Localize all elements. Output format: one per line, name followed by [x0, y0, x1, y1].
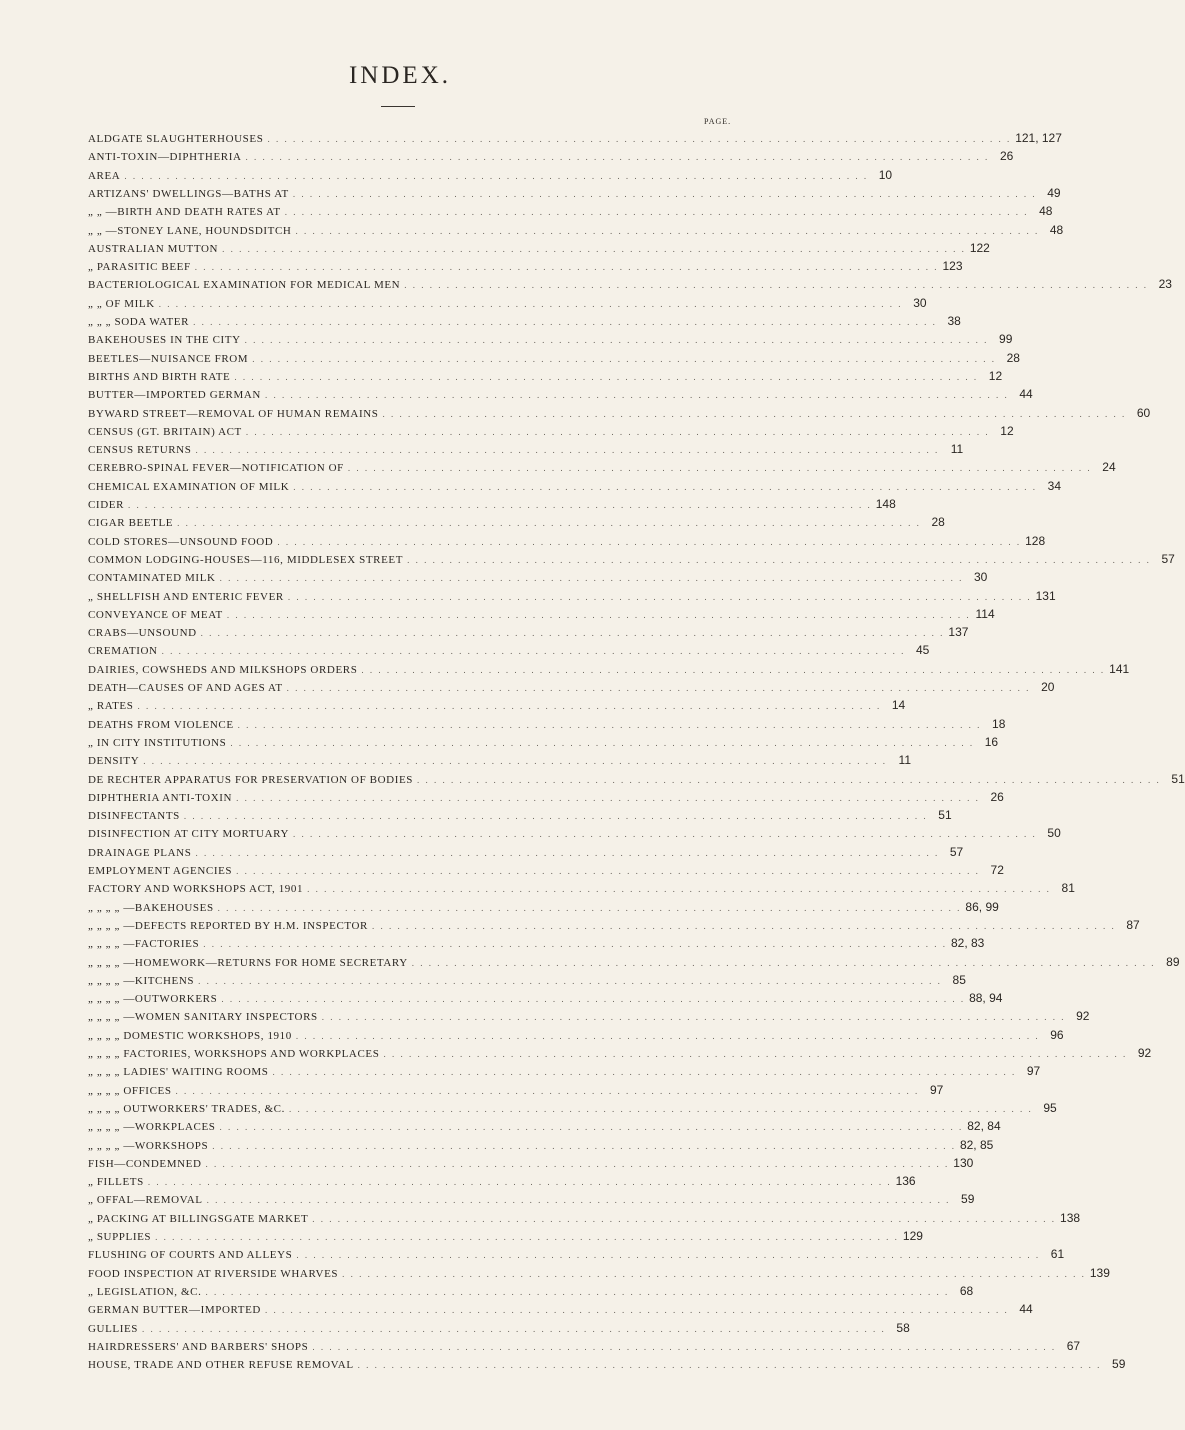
dot-leader: . . . . . . . . . . . . . . . . . . . . . . . . . . . . . . . . . . . . . . . . . . . . . . . . . . . . . . . . . . . . . . . . . . . . . . . . . . . . . . . . . . . . . . . . [361, 664, 1106, 675]
entry-page-number: 137 [948, 625, 969, 640]
entry-label: DENSITY [88, 755, 140, 768]
index-entry [88, 1320, 910, 1337]
entry-page-number: 26 [999, 149, 1014, 164]
index-entry [88, 624, 969, 641]
entry-label: HAIRDRESSERS' AND BARBERS' SHOPS [88, 1340, 309, 1353]
entry-page-number: 138 [1060, 1210, 1081, 1225]
entry-label: „ „ „ „ —KITCHENS [88, 974, 195, 987]
dot-leader: . . . . . . . . . . . . . . . . . . . . . . . . . . . . . . . . . . . . . . . . . . . . . . . . . . . . . . . . . . . . . . . . . . . . . . . . . . . . . . . . . . . . . . . . [293, 481, 1037, 492]
entry-label: „ „ „ „ OUTWORKERS' TRADES, &C. [88, 1102, 285, 1115]
entry-label: CIDER [88, 499, 124, 511]
index-entry [88, 1155, 974, 1172]
entry-page-number: 58 [896, 1320, 910, 1335]
entry-label: „ „ „ „ —OUTWORKERS [88, 993, 218, 1006]
index-entry [88, 917, 1140, 934]
entry-label: „ „ „ „ DOMESTIC WORKSHOPS, 1910 [88, 1029, 292, 1042]
entry-label: „ „ „ „ —WOMEN SANITARY INSPECTORS [88, 1011, 318, 1024]
entry-page-number: 23 [1158, 277, 1172, 292]
dot-leader: . . . . . . . . . . . . . . . . . . . . . . . . . . . . . . . . . . . . . . . . . . . . . . . . . . . . . . . . . . . . . . . . . . . . . . . . . . . . . . . . . . . . . . . . [206, 1195, 951, 1206]
entry-page-number: 82, 84 [967, 1119, 1001, 1134]
entry-page-number: 87 [1126, 917, 1140, 932]
entry-label: „ „ —STONEY LANE, HOUNDSDITCH [88, 224, 292, 237]
dot-leader: . . . . . . . . . . . . . . . . . . . . . . . . . . . . . . . . . . . . . . . . . . . . . . . . . . . . . . . . . . . . . . . . . . . . . . . . . . . . . . . . . . . . . . . . [264, 390, 1009, 401]
index-entry [88, 1100, 1057, 1117]
index-entry [88, 1082, 944, 1099]
index-entry [88, 789, 1004, 806]
dot-leader: . . . . . . . . . . . . . . . . . . . . . . . . . . . . . . . . . . . . . . . . . . . . . . . . . . . . . . . . . . . . . . . . . . . . . . . . . . . . . . . . . . . . . . . . [357, 1360, 1102, 1371]
index-entry [88, 167, 893, 184]
index-entry [88, 1027, 1064, 1044]
entry-label: „ FILLETS [88, 1176, 144, 1189]
entry-page-number: 95 [1043, 1100, 1057, 1115]
entry-label: „ „ „ „ —DEFECTS REPORTED BY H.M. INSPECTOR [88, 919, 368, 932]
entry-label: CONTAMINATED MILK [88, 572, 216, 585]
entry-page-number: 51 [1171, 771, 1185, 786]
dot-leader: . . . . . . . . . . . . . . . . . . . . . . . . . . . . . . . . . . . . . . . . . . . . . . . . . . . . . . . . . . . . . . . . . . . . . . . . . . . . . . . . . . . . . . . . [342, 1268, 1086, 1279]
entry-page-number: 26 [990, 789, 1004, 804]
entry-label: „ „ „ SODA WATER [88, 316, 190, 328]
dot-leader: . . . . . . . . . . . . . . . . . . . . . . . . . . . . . . . . . . . . . . . . . . . . . . . . . . . . . . . . . . . . . . . . . . . . . . . . . . . . . . . . . . . . . . . . [124, 170, 869, 181]
entry-page-number: 148 [875, 497, 896, 511]
entry-label: AUSTRALIAN MUTTON [88, 242, 219, 255]
index-entry [88, 478, 1061, 495]
entry-page-number: 30 [913, 295, 927, 310]
dot-leader: . . . . . . . . . . . . . . . . . . . . . . . . . . . . . . . . . . . . . . . . . . . . . . . . . . . . . . . . . . . . . . . . . . . . . . . . . . . . . . . . . . . . . . . . [236, 866, 980, 876]
dot-leader: . . . . . . . . . . . . . . . . . . . . . . . . . . . . . . . . . . . . . . . . . . . . . . . . . . . . . . . . . . . . . . . . . . . . . . . . . . . . . . . . . . . . . . . . [217, 902, 962, 913]
entry-label: „ „ „ „ —WORKPLACES [88, 1121, 216, 1134]
entry-label: „ PACKING AT BILLINGSGATE MARKET [88, 1212, 309, 1225]
dot-leader: . . . . . . . . . . . . . . . . . . . . . . . . . . . . . . . . . . . . . . . . . . . . . . . . . . . . . . . . . . . . . . . . . . . . . . . . . . . . . . . . . . . . . . . . [383, 1049, 1128, 1059]
entry-label: COLD STORES—UNSOUND FOOD [88, 535, 274, 548]
dot-leader: . . . . . . . . . . . . . . . . . . . . . . . . . . . . . . . . . . . . . . . . . . . . . . . . . . . . . . . . . . . . . . . . . . . . . . . . . . . . . . . . . . . . . . . . [158, 298, 903, 309]
index-entry [88, 203, 1053, 220]
dot-leader: . . . . . . . . . . . . . . . . . . . . . . . . . . . . . . . . . . . . . . . . . . . . . . . . . . . . . . . . . . . . . . . . . . . . . . . . . . . . . . . . . . . . . . . . [312, 1341, 1057, 1352]
entry-label: HOUSE, TRADE AND OTHER REFUSE REMOVAL [88, 1359, 354, 1372]
entry-label: DRAINAGE PLANS [88, 846, 192, 859]
entry-page-number: 82, 85 [959, 1137, 994, 1152]
index-entry [88, 899, 999, 916]
entry-page-number: 48 [1039, 204, 1053, 219]
entry-label: „ „ „ „ —BAKEHOUSES [88, 901, 214, 914]
index-entry [88, 368, 1003, 385]
dot-leader: . . . . . . . . . . . . . . . . . . . . . . . . . . . . . . . . . . . . . . . . . . . . . . . . . . . . . . . . . . . . . . . . . . . . . . . . . . . . . . . . . . . . . . . . [407, 554, 1151, 565]
index-entry [88, 350, 1020, 367]
entry-label: „ SUPPLIES [88, 1231, 152, 1243]
dot-leader: . . . . . . . . . . . . . . . . . . . . . . . . . . . . . . . . . . . . . . . . . . . . . . . . . . . . . . . . . . . . . . . . . . . . . . . . . . . . . . . . . . . . . . . . [293, 829, 1037, 840]
entry-page-number: 136 [895, 1174, 916, 1189]
entry-label: „ OFFAL—REMOVAL [88, 1194, 203, 1207]
entry-page-number: 51 [938, 808, 952, 823]
title-rule [381, 106, 415, 107]
entry-page-number: 49 [1047, 185, 1061, 200]
index-entry [88, 825, 1061, 842]
index-entry [88, 1045, 1152, 1062]
dot-leader: . . . . . . . . . . . . . . . . . . . . . . . . . . . . . . . . . . . . . . . . . . . . . . . . . . . . . . . . . . . . . . . . . . . . . . . . . . . . . . . . . . . . . . . . [264, 1305, 1009, 1316]
dot-leader: . . . . . . . . . . . . . . . . . . . . . . . . . . . . . . . . . . . . . . . . . . . . . . . . . . . . . . . . . . . . . . . . . . . . . . . . . . . . . . . . . . . . . . . . [177, 518, 921, 529]
entry-label: DAIRIES, COWSHEDS AND MILKSHOPS ORDERS [88, 663, 358, 676]
entry-label: ARTIZANS' DWELLINGS—BATHS AT [88, 187, 289, 200]
entry-page-number: 14 [891, 698, 906, 713]
entry-page-number: 72 [990, 863, 1004, 877]
index-entry [88, 1191, 975, 1208]
entry-page-number: 81 [1061, 881, 1075, 896]
entry-label: „ „ —BIRTH AND DEATH RATES AT [88, 206, 281, 219]
dot-leader: . . . . . . . . . . . . . . . . . . . . . . . . . . . . . . . . . . . . . . . . . . . . . . . . . . . . . . . . . . . . . . . . . . . . . . . . . . . . . . . . . . . . . . . . [155, 1232, 899, 1242]
dot-leader: . . . . . . . . . . . . . . . . . . . . . . . . . . . . . . . . . . . . . . . . . . . . . . . . . . . . . . . . . . . . . . . . . . . . . . . . . . . . . . . . . . . . . . . . [183, 811, 928, 822]
index-entry [88, 1008, 1090, 1025]
index-entry [88, 862, 1004, 879]
index-entry [88, 1283, 974, 1300]
entry-label: DE RECHTER APPARATUS FOR PRESERVATION OF BODIES [88, 773, 413, 786]
dot-leader: . . . . . . . . . . . . . . . . . . . . . . . . . . . . . . . . . . . . . . . . . . . . . . . . . . . . . . . . . . . . . . . . . . . . . . . . . . . . . . . . . . . . . . . . [404, 280, 1148, 291]
entry-page-number: 20 [1041, 680, 1055, 694]
entry-page-number: 88, 94 [969, 991, 1003, 1006]
dot-leader: . . . . . . . . . . . . . . . . . . . . . . . . . . . . . . . . . . . . . . . . . . . . . . . . . . . . . . . . . . . . . . . . . . . . . . . . . . . . . . . . . . . . . . . . [200, 628, 945, 639]
entry-page-number: 85 [952, 972, 966, 987]
entry-label: ALDGATE SLAUGHTERHOUSES [88, 133, 264, 145]
dot-leader: . . . . . . . . . . . . . . . . . . . . . . . . . . . . . . . . . . . . . . . . . . . . . . . . . . . . . . . . . . . . . . . . . . . . . . . . . . . . . . . . . . . . . . . . [128, 500, 872, 510]
index-entry [88, 496, 896, 513]
dot-leader: . . . . . . . . . . . . . . . . . . . . . . . . . . . . . . . . . . . . . . . . . . . . . . . . . . . . . . . . . . . . . . . . . . . . . . . . . . . . . . . . . . . . . . . . [234, 371, 979, 382]
entry-page-number: 28 [931, 515, 945, 530]
entry-page-number: 44 [1019, 387, 1033, 402]
dot-leader: . . . . . . . . . . . . . . . . . . . . . . . . . . . . . . . . . . . . . . . . . . . . . . . . . . . . . . . . . . . . . . . . . . . . . . . . . . . . . . . . . . . . . . . . [222, 243, 966, 254]
dot-leader: . . . . . . . . . . . . . . . . . . . . . . . . . . . . . . . . . . . . . . . . . . . . . . . . . . . . . . . . . . . . . . . . . . . . . . . . . . . . . . . . . . . . . . . . [237, 719, 982, 730]
dot-leader: . . . . . . . . . . . . . . . . . . . . . . . . . . . . . . . . . . . . . . . . . . . . . . . . . . . . . . . . . . . . . . . . . . . . . . . . . . . . . . . . . . . . . . . . [252, 353, 996, 364]
entry-label: „ „ OF MILK [88, 297, 155, 310]
entry-page-number: 11 [898, 753, 912, 768]
entry-page-number: 24 [1102, 460, 1116, 475]
index-entry [88, 258, 963, 275]
entry-label: FOOD INSPECTION AT RIVERSIDE WHARVES [88, 1267, 339, 1280]
index-entry [88, 313, 961, 330]
index-entry [88, 514, 945, 531]
index-entry [88, 1301, 1033, 1318]
index-entry [88, 1246, 1065, 1263]
dot-leader: . . . . . . . . . . . . . . . . . . . . . . . . . . . . . . . . . . . . . . . . . . . . . . . . . . . . . . . . . . . . . . . . . . . . . . . . . . . . . . . . . . . . . . . . [198, 975, 942, 986]
entry-label: AREA [88, 169, 121, 182]
dot-leader: . . . . . . . . . . . . . . . . . . . . . . . . . . . . . . . . . . . . . . . . . . . . . . . . . . . . . . . . . . . . . . . . . . . . . . . . . . . . . . . . . . . . . . . . [212, 1140, 956, 1151]
dot-leader: . . . . . . . . . . . . . . . . . . . . . . . . . . . . . . . . . . . . . . . . . . . . . . . . . . . . . . . . . . . . . . . . . . . . . . . . . . . . . . . . . . . . . . . . [296, 1250, 1041, 1261]
index-entry [88, 606, 995, 623]
entry-page-number: 122 [969, 240, 990, 255]
entry-label: CENSUS (GT. BRITAIN) ACT [88, 425, 242, 438]
index-entry [88, 459, 1116, 476]
entry-page-number: 61 [1050, 1247, 1065, 1262]
entry-page-number: 57 [1161, 551, 1175, 566]
dot-leader: . . . . . . . . . . . . . . . . . . . . . . . . . . . . . . . . . . . . . . . . . . . . . . . . . . . . . . . . . . . . . . . . . . . . . . . . . . . . . . . . . . . . . . . . [205, 1158, 950, 1169]
entry-page-number: 12 [1000, 423, 1014, 438]
dot-leader: . . . . . . . . . . . . . . . . . . . . . . . . . . . . . . . . . . . . . . . . . . . . . . . . . . . . . . . . . . . . . . . . . . . . . . . . . . . . . . . . . . . . . . . . [245, 426, 990, 437]
entry-page-number: 89 [1166, 954, 1180, 969]
entry-page-number: 96 [1050, 1027, 1064, 1042]
dot-leader: . . . . . . . . . . . . . . . . . . . . . . . . . . . . . . . . . . . . . . . . . . . . . . . . . . . . . . . . . . . . . . . . . . . . . . . . . . . . . . . . . . . . . . . . [371, 920, 1116, 931]
page-column-header: PAGE. [704, 117, 732, 126]
index-entry [88, 990, 1003, 1007]
index-entry [88, 1118, 1001, 1135]
dot-leader: . . . . . . . . . . . . . . . . . . . . . . . . . . . . . . . . . . . . . . . . . . . . . . . . . . . . . . . . . . . . . . . . . . . . . . . . . . . . . . . . . . . . . . . . [286, 683, 1031, 693]
entry-page-number: 30 [973, 570, 988, 585]
index-entry [88, 880, 1075, 897]
dot-leader: . . . . . . . . . . . . . . . . . . . . . . . . . . . . . . . . . . . . . . . . . . . . . . . . . . . . . . . . . . . . . . . . . . . . . . . . . . . . . . . . . . . . . . . . [221, 994, 966, 1005]
entry-label: FLUSHING OF COURTS AND ALLEYS [88, 1249, 293, 1262]
dot-leader: . . . . . . . . . . . . . . . . . . . . . . . . . . . . . . . . . . . . . . . . . . . . . . . . . . . . . . . . . . . . . . . . . . . . . . . . . . . . . . . . . . . . . . . . [175, 1085, 920, 1096]
dot-leader: . . . . . . . . . . . . . . . . . . . . . . . . . . . . . . . . . . . . . . . . . . . . . . . . . . . . . . . . . . . . . . . . . . . . . . . . . . . . . . . . . . . . . . . . [195, 445, 940, 456]
entry-label: „ IN CITY INSTITUTIONS [88, 736, 227, 749]
index-entry [88, 734, 999, 751]
dot-leader: . . . . . . . . . . . . . . . . . . . . . . . . . . . . . . . . . . . . . . . . . . . . . . . . . . . . . . . . . . . . . . . . . . . . . . . . . . . . . . . . . . . . . . . . [203, 939, 947, 950]
dot-leader: . . . . . . . . . . . . . . . . . . . . . . . . . . . . . . . . . . . . . . . . . . . . . . . . . . . . . . . . . . . . . . . . . . . . . . . . . . . . . . . . . . . . . . . . [277, 536, 1022, 547]
index-entry [88, 295, 927, 312]
entry-page-number: 97 [929, 1082, 944, 1097]
entry-label: DISINFECTION AT CITY MORTUARY [88, 828, 289, 841]
dot-leader: . . . . . . . . . . . . . . . . . . . . . . . . . . . . . . . . . . . . . . . . . . . . . . . . . . . . . . . . . . . . . . . . . . . . . . . . . . . . . . . . . . . . . . . . [411, 957, 1156, 968]
dot-leader: . . . . . . . . . . . . . . . . . . . . . . . . . . . . . . . . . . . . . . . . . . . . . . . . . . . . . . . . . . . . . . . . . . . . . . . . . . . . . . . . . . . . . . . . [147, 1177, 892, 1188]
entry-page-number: 12 [988, 368, 1003, 383]
index-entry [88, 1338, 1081, 1355]
index-entry [88, 148, 1014, 165]
entry-page-number: 60 [1136, 405, 1151, 420]
entry-page-number: 50 [1047, 826, 1061, 841]
index-entry [88, 844, 964, 861]
index-entry [88, 441, 964, 458]
index-entry [88, 771, 1185, 788]
entry-label: CRABS—UNSOUND [88, 627, 197, 640]
entry-page-number: 44 [1019, 1302, 1033, 1317]
entry-label: EMPLOYMENT AGENCIES [88, 865, 233, 877]
index-entry [88, 1173, 916, 1190]
dot-leader: . . . . . . . . . . . . . . . . . . . . . . . . . . . . . . . . . . . . . . . . . . . . . . . . . . . . . . . . . . . . . . . . . . . . . . . . . . . . . . . . . . . . . . . . [295, 1030, 1040, 1041]
entry-page-number: 92 [1137, 1046, 1152, 1060]
entry-label: DIPHTHERIA ANTI-TOXIN [88, 791, 233, 804]
entry-label: COMMON LODGING-HOUSES—116, MIDDLESEX STREET [88, 553, 404, 566]
index-entry [88, 1137, 994, 1154]
page-title: INDEX. [348, 62, 451, 89]
dot-leader: . . . . . . . . . . . . . . . . . . . . . . . . . . . . . . . . . . . . . . . . . . . . . . . . . . . . . . . . . . . . . . . . . . . . . . . . . . . . . . . . . . . . . . . . [236, 792, 980, 803]
index-entry [88, 331, 1013, 348]
entry-label: BYWARD STREET—REMOVAL OF HUMAN REMAINS [88, 407, 379, 420]
index-entry [88, 752, 912, 769]
entry-label: BACTERIOLOGICAL EXAMINATION FOR MEDICAL MEN [88, 279, 401, 292]
entry-label: „ SHELLFISH AND ENTERIC FEVER [88, 590, 284, 603]
index-entry [88, 569, 988, 586]
entry-label: ANTI-TOXIN—DIPHTHERIA [88, 151, 242, 164]
index-entry [88, 1063, 1041, 1080]
entry-page-number: 97 [1026, 1064, 1041, 1079]
dot-leader: . . . . . . . . . . . . . . . . . . . . . . . . . . . . . . . . . . . . . . . . . . . . . . . . . . . . . . . . . . . . . . . . . . . . . . . . . . . . . . . . . . . . . . . . [143, 756, 888, 767]
entry-label: GERMAN BUTTER—IMPORTED [88, 1304, 261, 1317]
entry-page-number: 131 [1035, 588, 1056, 603]
entry-label: DEATHS FROM VIOLENCE [88, 718, 234, 731]
entry-label: BAKEHOUSES IN THE CITY [88, 334, 241, 347]
entry-label: „ „ „ „ —HOMEWORK—RETURNS FOR HOME SECRETARY [88, 956, 408, 969]
dot-leader: . . . . . . . . . . . . . . . . . . . . . . . . . . . . . . . . . . . . . . . . . . . . . . . . . . . . . . . . . . . . . . . . . . . . . . . . . . . . . . . . . . . . . . . . [347, 463, 1092, 474]
index-entry [88, 642, 930, 659]
entry-label: BUTTER—IMPORTED GERMAN [88, 389, 261, 402]
index-entry [88, 405, 1151, 422]
index-entry [88, 972, 966, 989]
index-entry [88, 533, 1046, 550]
entry-page-number: 38 [947, 314, 961, 328]
entry-page-number: 28 [1006, 350, 1020, 365]
entry-label: BIRTHS AND BIRTH RATE [88, 370, 231, 383]
entry-page-number: 128 [1025, 533, 1046, 548]
index-entry [88, 954, 1180, 971]
index-entry [88, 1356, 1126, 1373]
entry-page-number: 68 [959, 1283, 974, 1298]
dot-leader: . . . . . . . . . . . . . . . . . . . . . . . . . . . . . . . . . . . . . . . . . . . . . . . . . . . . . . . . . . . . . . . . . . . . . . . . . . . . . . . . . . . . . . . . [226, 609, 971, 620]
index-entry [88, 588, 1056, 605]
index-entry [88, 185, 1061, 202]
dot-leader: . . . . . . . . . . . . . . . . . . . . . . . . . . . . . . . . . . . . . . . . . . . . . . . . . . . . . . . . . . . . . . . . . . . . . . . . . . . . . . . . . . . . . . . . [194, 262, 939, 273]
dot-leader: . . . . . . . . . . . . . . . . . . . . . . . . . . . . . . . . . . . . . . . . . . . . . . . . . . . . . . . . . . . . . . . . . . . . . . . . . . . . . . . . . . . . . . . . [267, 134, 1012, 144]
entry-page-number: 10 [878, 167, 893, 182]
index-entry [88, 661, 1130, 678]
dot-leader: . . . . . . . . . . . . . . . . . . . . . . . . . . . . . . . . . . . . . . . . . . . . . . . . . . . . . . . . . . . . . . . . . . . . . . . . . . . . . . . . . . . . . . . . [307, 884, 1051, 895]
entry-page-number: 139 [1089, 1265, 1110, 1280]
dot-leader: . . . . . . . . . . . . . . . . . . . . . . . . . . . . . . . . . . . . . . . . . . . . . . . . . . . . . . . . . . . . . . . . . . . . . . . . . . . . . . . . . . . . . . . . [284, 207, 1029, 218]
entry-page-number: 48 [1049, 222, 1064, 237]
dot-leader: . . . . . . . . . . . . . . . . . . . . . . . . . . . . . . . . . . . . . . . . . . . . . . . . . . . . . . . . . . . . . . . . . . . . . . . . . . . . . . . . . . . . . . . . [287, 591, 1032, 602]
index-entry [88, 386, 1033, 403]
dot-leader: . . . . . . . . . . . . . . . . . . . . . . . . . . . . . . . . . . . . . . . . . . . . . . . . . . . . . . . . . . . . . . . . . . . . . . . . . . . . . . . . . . . . . . . . [295, 225, 1040, 236]
dot-leader: . . . . . . . . . . . . . . . . . . . . . . . . . . . . . . . . . . . . . . . . . . . . . . . . . . . . . . . . . . . . . . . . . . . . . . . . . . . . . . . . . . . . . . . . [417, 774, 1161, 785]
dot-leader: . . . . . . . . . . . . . . . . . . . . . . . . . . . . . . . . . . . . . . . . . . . . . . . . . . . . . . . . . . . . . . . . . . . . . . . . . . . . . . . . . . . . . . . . [382, 408, 1127, 419]
entry-page-number: 114 [975, 606, 995, 621]
dot-leader: . . . . . . . . . . . . . . . . . . . . . . . . . . . . . . . . . . . . . . . . . . . . . . . . . . . . . . . . . . . . . . . . . . . . . . . . . . . . . . . . . . . . . . . . [195, 847, 940, 858]
entry-page-number: 86, 99 [965, 899, 999, 914]
index-entry [88, 130, 1062, 147]
entry-label: „ PARASITIC BEEF [88, 261, 191, 274]
entry-page-number: 67 [1066, 1338, 1081, 1353]
dot-leader: . . . . . . . . . . . . . . . . . . . . . . . . . . . . . . . . . . . . . . . . . . . . . . . . . . . . . . . . . . . . . . . . . . . . . . . . . . . . . . . . . . . . . . . . [230, 737, 975, 748]
entry-label: „ „ „ „ OFFICES [88, 1084, 172, 1097]
dot-leader: . . . . . . . . . . . . . . . . . . . . . . . . . . . . . . . . . . . . . . . . . . . . . . . . . . . . . . . . . . . . . . . . . . . . . . . . . . . . . . . . . . . . . . . . [244, 335, 989, 346]
entry-label: CIGAR BEETLE [88, 517, 174, 530]
entry-page-number: 99 [999, 332, 1013, 347]
dot-leader: . . . . . . . . . . . . . . . . . . . . . . . . . . . . . . . . . . . . . . . . . . . . . . . . . . . . . . . . . . . . . . . . . . . . . . . . . . . . . . . . . . . . . . . . [292, 188, 1037, 199]
index-entry [88, 716, 1006, 733]
entry-page-number: 82, 83 [950, 936, 985, 951]
index-entry [88, 935, 985, 952]
entry-label: BEETLES—NUISANCE FROM [88, 352, 249, 365]
entry-label: „ RATES [88, 700, 134, 713]
entry-label: „ „ „ „ LADIES' WAITING ROOMS [88, 1066, 269, 1079]
dot-leader: . . . . . . . . . . . . . . . . . . . . . . . . . . . . . . . . . . . . . . . . . . . . . . . . . . . . . . . . . . . . . . . . . . . . . . . . . . . . . . . . . . . . . . . . [312, 1213, 1057, 1224]
entry-page-number: 123 [942, 259, 963, 274]
dot-leader: . . . . . . . . . . . . . . . . . . . . . . . . . . . . . . . . . . . . . . . . . . . . . . . . . . . . . . . . . . . . . . . . . . . . . . . . . . . . . . . . . . . . . . . . [205, 1286, 950, 1297]
entry-page-number: 59 [1112, 1357, 1126, 1372]
index-entry [88, 679, 1055, 696]
index-entry [88, 1265, 1110, 1282]
dot-leader: . . . . . . . . . . . . . . . . . . . . . . . . . . . . . . . . . . . . . . . . . . . . . . . . . . . . . . . . . . . . . . . . . . . . . . . . . . . . . . . . . . . . . . . . [219, 1122, 964, 1133]
entry-label: CENSUS RETURNS [88, 444, 192, 457]
entry-page-number: 45 [915, 643, 930, 658]
index-entry [88, 276, 1172, 293]
entry-page-number: 59 [961, 1192, 975, 1207]
dot-leader: . . . . . . . . . . . . . . . . . . . . . . . . . . . . . . . . . . . . . . . . . . . . . . . . . . . . . . . . . . . . . . . . . . . . . . . . . . . . . . . . . . . . . . . . [245, 152, 990, 163]
entry-page-number: 141 [1109, 661, 1130, 676]
index-entry [88, 1228, 923, 1245]
index-entry [88, 240, 990, 257]
entry-label: CEREBRO-SPINAL FEVER—NOTIFICATION OF [88, 462, 344, 475]
index-entry [88, 1210, 1081, 1227]
dot-leader: . . . . . . . . . . . . . . . . . . . . . . . . . . . . . . . . . . . . . . . . . . . . . . . . . . . . . . . . . . . . . . . . . . . . . . . . . . . . . . . . . . . . . . . . [219, 573, 964, 584]
entry-page-number: 34 [1047, 478, 1061, 493]
dot-leader: . . . . . . . . . . . . . . . . . . . . . . . . . . . . . . . . . . . . . . . . . . . . . . . . . . . . . . . . . . . . . . . . . . . . . . . . . . . . . . . . . . . . . . . . [272, 1067, 1017, 1078]
dot-leader: . . . . . . . . . . . . . . . . . . . . . . . . . . . . . . . . . . . . . . . . . . . . . . . . . . . . . . . . . . . . . . . . . . . . . . . . . . . . . . . . . . . . . . . . [193, 317, 937, 327]
dot-leader: . . . . . . . . . . . . . . . . . . . . . . . . . . . . . . . . . . . . . . . . . . . . . . . . . . . . . . . . . . . . . . . . . . . . . . . . . . . . . . . . . . . . . . . . [142, 1323, 886, 1334]
entry-page-number: 92 [1076, 1009, 1090, 1024]
dot-leader: . . . . . . . . . . . . . . . . . . . . . . . . . . . . . . . . . . . . . . . . . . . . . . . . . . . . . . . . . . . . . . . . . . . . . . . . . . . . . . . . . . . . . . . . [161, 646, 906, 657]
entry-page-number: 16 [984, 734, 999, 749]
entry-label: DISINFECTANTS [88, 810, 180, 823]
entry-label: DEATH—CAUSES OF AND AGES AT [88, 682, 283, 694]
entry-label: CREMATION [88, 645, 158, 658]
dot-leader: . . . . . . . . . . . . . . . . . . . . . . . . . . . . . . . . . . . . . . . . . . . . . . . . . . . . . . . . . . . . . . . . . . . . . . . . . . . . . . . . . . . . . . . . [288, 1103, 1033, 1114]
entry-page-number: 11 [950, 442, 964, 457]
entry-label: „ „ „ „ FACTORIES, WORKSHOPS AND WORKPLACES [88, 1048, 380, 1060]
entry-label: CHEMICAL EXAMINATION OF MILK [88, 480, 290, 493]
entry-page-number: 121, 127 [1015, 131, 1062, 145]
dot-leader: . . . . . . . . . . . . . . . . . . . . . . . . . . . . . . . . . . . . . . . . . . . . . . . . . . . . . . . . . . . . . . . . . . . . . . . . . . . . . . . . . . . . . . . . [321, 1012, 1066, 1023]
entry-label: FISH—CONDEMNED [88, 1157, 202, 1170]
entry-page-number: 18 [992, 716, 1006, 731]
index-entry [88, 807, 952, 824]
entry-label: „ LEGISLATION, &C. [88, 1285, 202, 1298]
entry-page-number: 57 [949, 844, 964, 859]
index-entry [88, 697, 906, 714]
entry-label: GULLIES [88, 1322, 139, 1335]
entry-label: „ „ „ „ —WORKSHOPS [88, 1139, 209, 1152]
entry-page-number: 130 [953, 1155, 974, 1170]
index-entry [88, 551, 1175, 568]
entry-page-number: 129 [902, 1229, 923, 1243]
entry-label: „ „ „ „ —FACTORIES [88, 938, 200, 951]
entry-label: CONVEYANCE OF MEAT [88, 608, 223, 621]
entry-label: FACTORY AND WORKSHOPS ACT, 1901 [88, 883, 304, 896]
index-entry [88, 423, 1014, 440]
index-entry [88, 222, 1064, 239]
dot-leader: . . . . . . . . . . . . . . . . . . . . . . . . . . . . . . . . . . . . . . . . . . . . . . . . . . . . . . . . . . . . . . . . . . . . . . . . . . . . . . . . . . . . . . . . [137, 701, 882, 712]
